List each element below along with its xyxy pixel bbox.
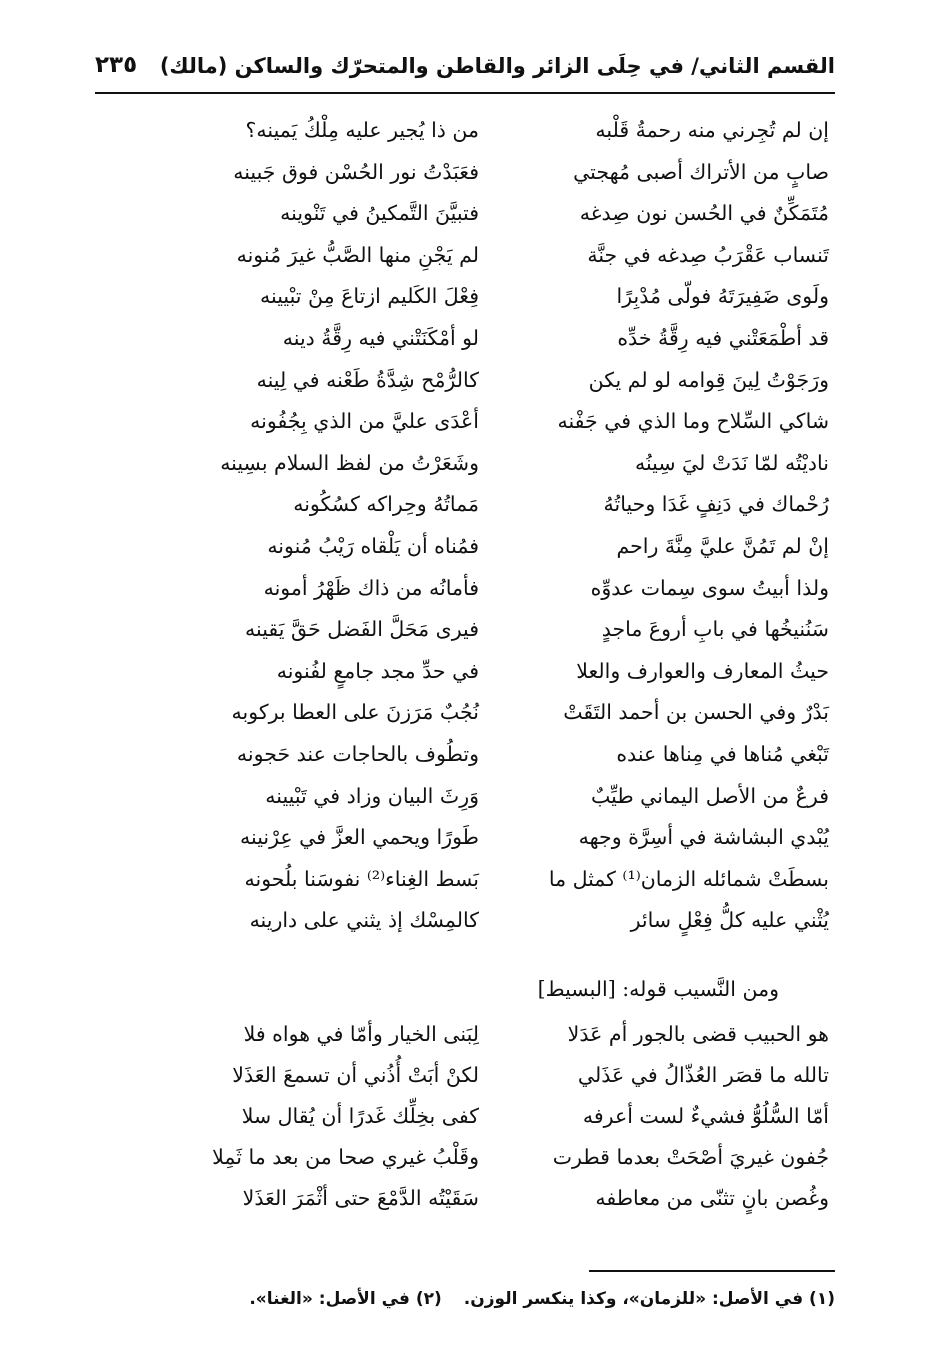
second-hemistich: وقَلْبُ غيري صحا من بعد ما ثَمِلا [212,1145,479,1169]
second-hemistich: وشَعَرْتُ من لفظ السلام بسِينه [220,450,479,475]
first-hemistich: سَنُنيخُها في بابِ أروعَ ماجدٍ [601,617,829,642]
first-hemistich: ولذا أبيتُ سوى سِمات عدوِّه [590,575,829,600]
second-hemistich: لِبَنى الخيار وأمّا في هواه فلا [243,1022,479,1046]
verse [100,779,835,821]
second-hemistich: أعْدَى عليَّ من الذي بِجُفُونه [250,409,479,434]
verse [100,446,835,488]
verse [100,737,835,779]
first-hemistich: يُثْني عليه كلُّ فِعْلٍ سائر [630,908,829,933]
second-hemistich: فتبيَّنَ التَّمكينُ في تَنْوينه [280,201,479,226]
verse [100,529,835,571]
footnote-rule [589,1270,835,1272]
running-header [95,52,835,94]
verse [100,862,835,904]
first-hemistich: وغُصن بانٍ تثنّى من معاطفه [595,1186,829,1210]
header-title: القسم الثاني/ في حِلَى الزائر والقاطن والمتحرّك والساكن (مالك) [159,54,835,78]
second-hemistich: لم يَجْنِ منها الصَّبُّ غيرَ مُنونه [236,242,479,267]
footnote-1: (١) في الأصل: «للزمان»، وكذا ينكسر الوزن. [463,1289,835,1309]
first-hemistich: جُفون غيريَ أصْحَتْ بعدما قطرت [552,1145,829,1169]
second-hemistich: سَقَيْتُه الدَّمْعَ حتى أثْمَرَ العَذَلا [242,1186,479,1210]
first-hemistich: ورَجَوْتُ لِينَ قِوامه لو لم يكن [588,367,829,392]
first-hemistich: تَبْغي مُناها في مِناها عنده [616,741,829,766]
first-hemistich: إنْ لم تَمُنَّ عليَّ مِنَّةَ راحم [616,533,829,558]
verse [100,820,835,862]
verse [100,487,835,529]
second-hemistich: لو أمْكَنَتْني فيه رِقَّةُ دينه [282,325,479,350]
first-hemistich: إن لم تُجِرني منه رحمةُ قَلْبه [595,118,829,142]
second-hemistich: من ذا يُجير عليه مِلْكُ يَمينه؟ [245,118,479,142]
first-hemistich: بسطَتْ شمائله الزمان⁽¹⁾ كمثل ما [548,866,829,891]
verse [100,1181,835,1222]
verse [100,363,835,405]
verse [100,654,835,696]
first-hemistich: صابٍ من الأتراك أصبى مُهجتي [573,159,829,184]
first-hemistich: ولَوى ضَفِيرَتَهُ فولّى مُدْبِرًا [616,284,829,309]
second-hemistich: فيرى مَحَلَّ الفَضل حَقَّ يَقينه [245,617,479,642]
verse [100,903,835,945]
verse [100,113,835,155]
poem-2 [100,1017,835,1222]
second-hemistich: فعَبَدْتُ نور الحُسْن فوق جَبينه [233,159,479,184]
first-hemistich: أمّا السُّلُوُّ فشيءٌ لست أعرفه [582,1104,829,1128]
verse [100,1099,835,1140]
footnotes [249,1284,835,1314]
verse [100,1058,835,1099]
second-hemistich: فأمانُه من ذاك ظَهْرُ أمونه [263,575,479,600]
first-hemistich: ناديْتُه لمّا نَدَتْ ليَ سِينُه [634,450,829,475]
second-hemistich: نُجُبٌ مَرَزنَ على العطا بركوبه [231,700,479,725]
meter-line: ومن النَّسيب قوله: [البسيط] [537,977,779,1001]
first-hemistich: قد أطْمَعَتْني فيه رِقَّةُ خدِّه [617,325,829,350]
verse [100,1140,835,1181]
first-hemistich: تَنساب عَقْرَبُ صِدغه في جنَّة [587,242,829,267]
second-hemistich: مَماتُهُ وحِراكه كسُكُونه [293,492,479,517]
first-hemistich: حيثُ المعارف والعوارف والعلا [576,658,829,683]
first-hemistich: تالله ما قصَر العُذّالُ في عَذَلي [577,1063,829,1087]
second-hemistich: وَرِثَ البيان وزاد في تَبْيينه [265,783,479,808]
first-hemistich: فرعٌ من الأصل اليماني طيِّبٌ [591,783,829,808]
second-hemistich: لكنْ أبَتْ أُذُني أن تسمعَ العَذَلا [232,1063,479,1087]
second-hemistich: كالمِسْك إذ يثني على دارينه [249,908,479,933]
verse [100,612,835,654]
verse [100,695,835,737]
verse [100,1017,835,1058]
first-hemistich: رُحْماك في دَنِفٍ غَدَا وحياتُهُ [603,492,829,517]
verse [100,571,835,613]
verse [100,321,835,363]
first-hemistich: هو الحبيب قضى بالجور أم عَدَلا [567,1022,829,1046]
verse [100,196,835,238]
verse [100,238,835,280]
first-hemistich: شاكي السِّلاح وما الذي في جَفْنه [557,409,829,434]
page-number: ٢٣٥ [95,52,138,78]
verse [100,279,835,321]
verse [100,155,835,197]
poem-1 [100,113,835,945]
first-hemistich: مُتَمَكِّنٌ في الحُسن نون صِدغه [579,201,829,226]
second-hemistich: وتطُوف بالحاجات عند حَجونه [236,741,479,766]
second-hemistich: بَسط الغِناء⁽²⁾ نفوسَنا بلُحونه [244,866,479,891]
second-hemistich: كالرُّمْح شِدَّةُ طَعْنه في لِينه [256,367,479,392]
verse [100,404,835,446]
second-hemistich: طَورًا ويحمي العزَّ في عِرْنينه [240,825,479,850]
second-hemistich: كفى بخِلِّك غَدرًا أن يُقال سلا [241,1104,479,1128]
second-hemistich: فِعْلَ الكَليم ازتاعَ مِنْ تبْيينه [260,284,479,309]
second-hemistich: فمُناه أن يَلْقاه رَيْبُ مُنونه [267,533,479,558]
first-hemistich: يُبْدي البشاشة في أسِرَّة وجهه [578,825,829,850]
first-hemistich: بَدْرٌ وفي الحسن بن أحمد التَقَتْ [563,700,829,725]
footnote-2: (٢) في الأصل: «الغنا». [249,1289,442,1309]
second-hemistich: في حدِّ مجد جامعٍ لفُنونه [276,658,479,683]
